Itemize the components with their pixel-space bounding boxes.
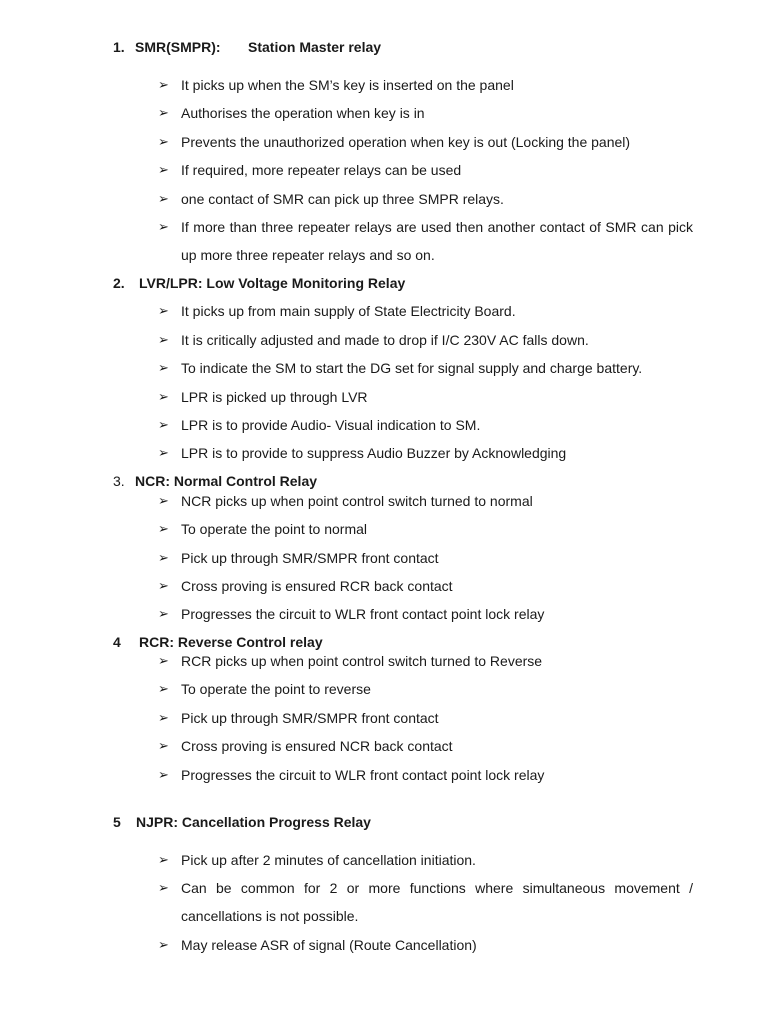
section-number: 5 (113, 814, 121, 830)
list-item-text: LPR is to provide Audio- Visual indication to SM. (181, 417, 481, 433)
arrow-bullet-icon: ➢ (158, 360, 169, 375)
list-item-text: Cross proving is ensured NCR back contact (181, 738, 453, 754)
arrow-bullet-icon: ➢ (158, 767, 169, 782)
section-heading (113, 633, 513, 651)
section-number: 3. (113, 473, 125, 489)
arrow-bullet-icon: ➢ (158, 417, 169, 432)
list-item-text: To indicate the SM to start the DG set for signal supply and charge battery. (181, 360, 643, 376)
arrow-bullet-icon: ➢ (158, 332, 169, 347)
section-title: RCR: Reverse Control relay (139, 634, 323, 650)
list-item-text: If required, more repeater relays can be used (181, 162, 462, 178)
list-item-text: Progresses the circuit to WLR front contact point lock relay (181, 767, 545, 783)
section-subtitle: Station Master relay (248, 39, 382, 55)
section-number: 4 (113, 634, 121, 650)
section-heading (113, 813, 513, 831)
list-item-text: Pick up through SMR/SMPR front contact (181, 550, 439, 566)
list-item-text: Pick up through SMR/SMPR front contact (181, 710, 439, 726)
list-item-text: Prevents the unauthorized operation when key is out (Locking the panel) (181, 134, 631, 150)
section-title: SMR(SMPR): (135, 39, 221, 55)
section-number: 2. (113, 275, 125, 291)
list-item-text: If more than three repeater relays are used then another contact of SMR can pick up more three repeater relays and so on. (181, 219, 693, 263)
arrow-bullet-icon: ➢ (158, 710, 169, 725)
arrow-bullet-icon: ➢ (158, 105, 169, 120)
list-item-text: May release ASR of signal (Route Cancellation) (181, 937, 477, 953)
arrow-bullet-icon: ➢ (158, 162, 169, 177)
arrow-bullet-icon: ➢ (158, 852, 169, 867)
list-item-text: LPR is to provide to suppress Audio Buzzer by Acknowledging (181, 445, 567, 461)
list-item-text: It is critically adjusted and made to drop if I/C 230V AC falls down. (181, 332, 589, 348)
arrow-bullet-icon: ➢ (158, 445, 169, 460)
arrow-bullet-icon: ➢ (158, 219, 169, 234)
arrow-bullet-icon: ➢ (158, 134, 169, 149)
list-item-text: Cross proving is ensured RCR back contact (181, 578, 453, 594)
arrow-bullet-icon: ➢ (158, 389, 169, 404)
section-heading (113, 472, 513, 490)
list-item-text: To operate the point to normal (181, 521, 368, 537)
arrow-bullet-icon: ➢ (158, 880, 169, 895)
section-title: NCR: Normal Control Relay (135, 473, 318, 489)
list-item-text: one contact of SMR can pick up three SMPR relays. (181, 191, 504, 207)
list-item-text: Authorises the operation when key is in (181, 105, 425, 121)
arrow-bullet-icon: ➢ (158, 303, 169, 318)
section-heading (113, 274, 513, 292)
list-item-text: Progresses the circuit to WLR front contact point lock relay (181, 606, 545, 622)
list-item-text: Can be common for 2 or more functions where simultaneous movement / cancellations is not possible. (181, 880, 693, 924)
list-item-text: To operate the point to reverse (181, 681, 371, 697)
arrow-bullet-icon: ➢ (158, 578, 169, 593)
arrow-bullet-icon: ➢ (158, 493, 169, 508)
arrow-bullet-icon: ➢ (158, 191, 169, 206)
arrow-bullet-icon: ➢ (158, 653, 169, 668)
list-item-text: It picks up from main supply of State Electricity Board. (181, 303, 516, 319)
list-item-text: Pick up after 2 minutes of cancellation initiation. (181, 852, 476, 868)
list-item-text: It picks up when the SM’s key is inserted on the panel (181, 77, 514, 93)
section-number: 1. (113, 39, 125, 55)
section-title: LVR/LPR: Low Voltage Monitoring Relay (139, 275, 406, 291)
arrow-bullet-icon: ➢ (158, 738, 169, 753)
section-title: NJPR: Cancellation Progress Relay (136, 814, 371, 830)
section-heading (113, 38, 513, 56)
list-item-text: RCR picks up when point control switch turned to Reverse (181, 653, 543, 669)
arrow-bullet-icon: ➢ (158, 681, 169, 696)
arrow-bullet-icon: ➢ (158, 937, 169, 952)
arrow-bullet-icon: ➢ (158, 606, 169, 621)
arrow-bullet-icon: ➢ (158, 521, 169, 536)
arrow-bullet-icon: ➢ (158, 77, 169, 92)
list-item-text: LPR is picked up through LVR (181, 389, 368, 405)
arrow-bullet-icon: ➢ (158, 550, 169, 565)
list-item-text: NCR picks up when point control switch turned to normal (181, 493, 533, 509)
